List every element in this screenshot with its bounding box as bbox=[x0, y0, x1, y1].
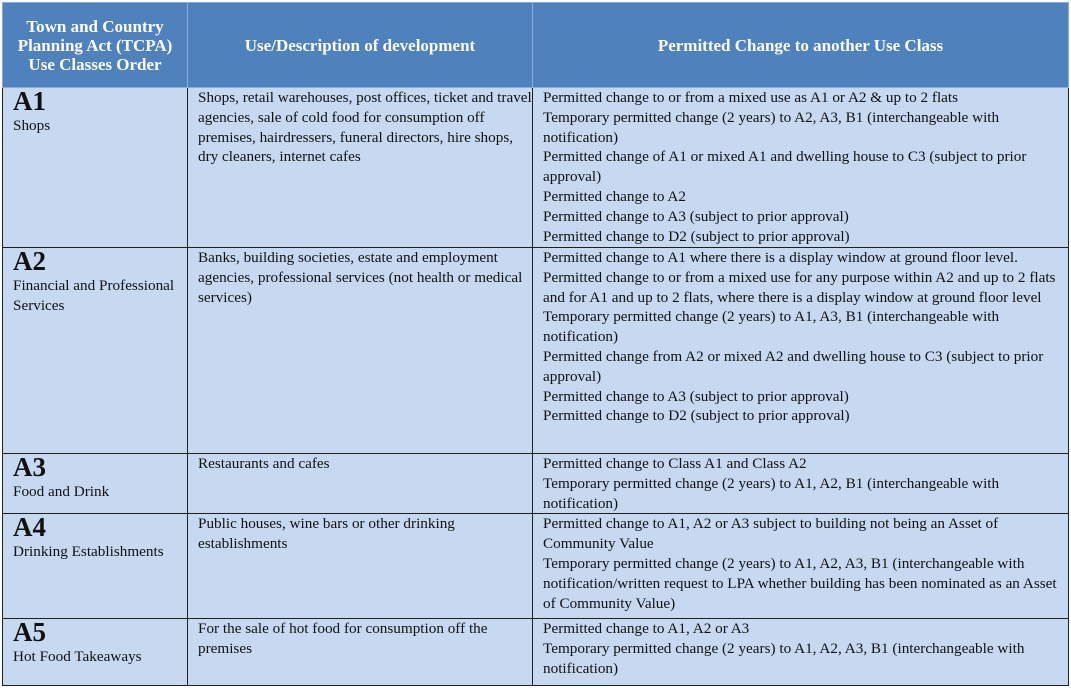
change-line: Permitted change to A2 bbox=[543, 187, 686, 205]
header-description: Use/Description of development bbox=[188, 3, 533, 88]
header-use-class: Town and Country Planning Act (TCPA) Use Classes Order bbox=[3, 3, 188, 88]
use-class-code: A2 bbox=[13, 246, 46, 276]
change-line: Permitted change to A3 (subject to prior approval) bbox=[543, 207, 849, 225]
use-class-cell bbox=[3, 88, 188, 248]
change-line: Permitted change to A1, A2 or A3 bbox=[543, 620, 750, 638]
use-class-cell bbox=[3, 248, 188, 454]
use-class-code: A3 bbox=[13, 452, 46, 482]
permitted-change-cell bbox=[533, 248, 1069, 454]
header-permitted-change: Permitted Change to another Use Class bbox=[533, 3, 1069, 88]
use-classes-table bbox=[2, 2, 1069, 686]
change-line: Permitted change to D2 (subject to prior approval) bbox=[543, 407, 850, 425]
change-line: Permitted change of A1 or mixed A1 and dwelling house to C3 (subject to prior approval) bbox=[543, 148, 1027, 186]
use-class-name: Financial and Professional Services bbox=[13, 277, 175, 314]
table-row bbox=[3, 454, 1069, 514]
description-cell: Restaurants and cafes bbox=[188, 454, 533, 514]
description-cell: Banks, building societies, estate and employment agencies, professional services (not health or medical services) bbox=[188, 248, 533, 454]
change-line: Temporary permitted change (2 years) to A2, A3, B1 (interchangeable with notification) bbox=[543, 108, 1000, 146]
change-line: Permitted change to A1 where there is a display window at ground floor level. Permitted change to or from a mixed use for any purpose within A2 and up to 2 flats and for A1 and up to 2 flats, where there is a display window at ground floor level bbox=[543, 249, 1056, 306]
use-class-cell bbox=[3, 514, 188, 619]
table-row bbox=[3, 248, 1069, 454]
use-class-name: Shops bbox=[13, 117, 51, 134]
permitted-change-cell bbox=[533, 88, 1069, 248]
description-cell: For the sale of hot food for consumption off the premises bbox=[188, 619, 533, 686]
permitted-change-cell bbox=[533, 454, 1069, 514]
permitted-change-cell bbox=[533, 619, 1069, 686]
table-row bbox=[3, 514, 1069, 619]
change-line: Temporary permitted change (2 years) to A1, A2, A3, B1 (interchangeable with notification/written request to LPA whether building has been nominated as an Asset of Community Value) bbox=[543, 554, 1057, 612]
description-cell: Public houses, wine bars or other drinking establishments bbox=[188, 514, 533, 619]
use-class-cell bbox=[3, 619, 188, 686]
description-cell: Shops, retail warehouses, post offices, ticket and travel agencies, sale of cold food for consumption off premises, hairdressers, funeral directors, hire shops, dry cleaners, internet cafes bbox=[188, 88, 533, 248]
use-class-code: A5 bbox=[13, 617, 46, 648]
use-class-code: A4 bbox=[13, 512, 46, 543]
use-class-code: A1 bbox=[13, 86, 46, 116]
use-class-name: Drinking Establishments bbox=[13, 543, 164, 561]
change-line: Permitted change to A3 (subject to prior approval) bbox=[543, 387, 849, 405]
change-line: Permitted change to Class A1 and Class A2 bbox=[543, 455, 807, 472]
table-row bbox=[3, 88, 1069, 248]
use-class-name: Hot Food Takeaways bbox=[13, 648, 142, 666]
change-line: Permitted change to A1, A2 or A3 subject to building not being an Asset of Community Value bbox=[543, 515, 999, 553]
use-class-name: Food and Drink bbox=[13, 483, 110, 500]
change-line: Permitted change to or from a mixed use as A1 or A2 & up to 2 flats bbox=[543, 89, 959, 106]
use-class-cell bbox=[3, 454, 188, 514]
change-line: Permitted change from A2 or mixed A2 and dwelling house to C3 (subject to prior approval) bbox=[543, 347, 1044, 385]
change-line: Permitted change to D2 (subject to prior approval) bbox=[543, 227, 850, 245]
change-line: Temporary permitted change (2 years) to A1, A2, B1 (interchangeable with notification) bbox=[543, 474, 1000, 512]
table-row bbox=[3, 619, 1069, 686]
change-line: Temporary permitted change (2 years) to A1, A2, A3, B1 (interchangeable with notification) bbox=[543, 640, 1025, 677]
change-line: Temporary permitted change (2 years) to A1, A3, B1 (interchangeable with notification) bbox=[543, 308, 1000, 346]
permitted-change-cell bbox=[533, 514, 1069, 619]
header-row bbox=[3, 3, 1069, 88]
